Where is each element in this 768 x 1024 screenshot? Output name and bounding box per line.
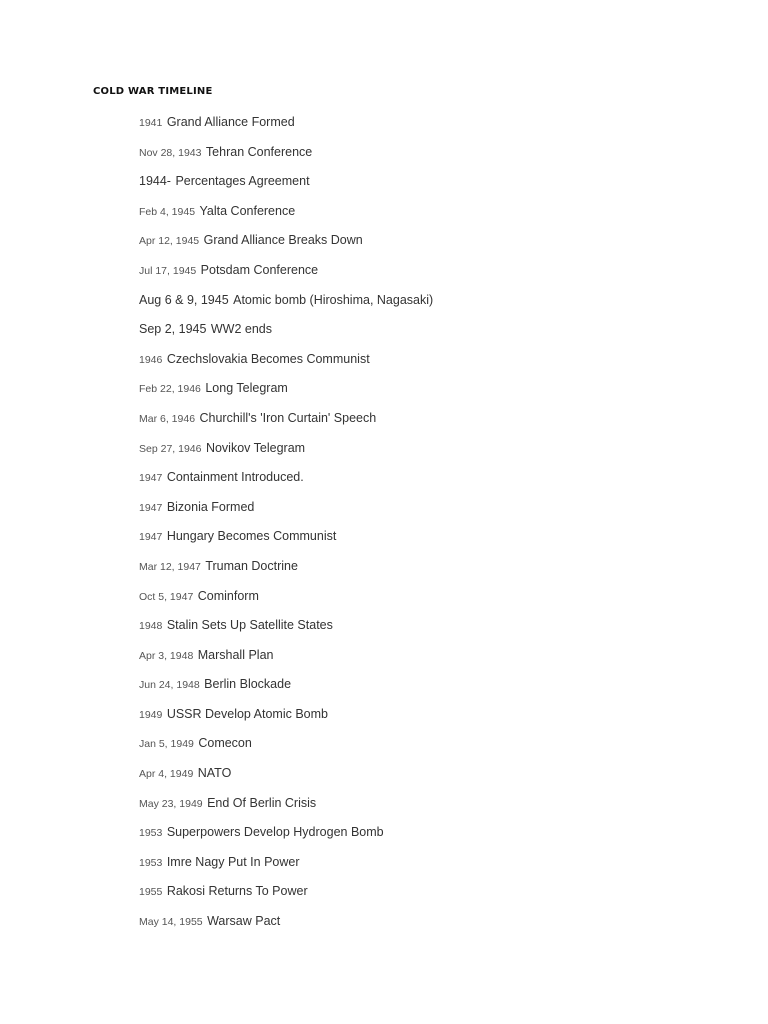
entry-event: Tehran Conference	[205, 144, 313, 159]
timeline-entry	[139, 203, 433, 233]
entry-event: Imre Nagy Put In Power	[166, 854, 300, 869]
timeline-entry	[139, 262, 433, 292]
entry-event: Hungary Becomes Communist	[166, 529, 337, 544]
entry-event: Atomic bomb (Hiroshima, Nagasaki)	[233, 292, 434, 307]
timeline-entry	[139, 824, 433, 854]
timeline-entry	[139, 735, 433, 765]
entry-date: Mar 6, 1946	[139, 412, 196, 425]
entry-date: 1947	[139, 501, 163, 514]
entry-date: Feb 4, 1945	[139, 205, 196, 218]
timeline-entry	[139, 528, 433, 558]
timeline-entry	[139, 469, 433, 499]
timeline-entry	[139, 499, 433, 529]
timeline-entry	[139, 765, 433, 795]
timeline-entry	[139, 380, 433, 410]
entry-event: NATO	[197, 766, 232, 781]
entry-event: Percentages Agreement	[175, 174, 310, 189]
entry-event: Bizonia Formed	[166, 499, 255, 514]
entry-date: Sep 27, 1946	[139, 442, 202, 455]
entry-date: 1946	[139, 353, 163, 366]
entry-date: 1948	[139, 620, 163, 633]
timeline-entry	[139, 440, 433, 470]
timeline-entry	[139, 676, 433, 706]
timeline-entry	[139, 173, 433, 203]
entry-date: Jan 5, 1949	[139, 738, 194, 751]
entry-date: Jul 17, 1945	[139, 264, 197, 277]
timeline-entry	[139, 883, 433, 913]
entry-event: Yalta Conference	[199, 203, 296, 218]
entry-date: May 14, 1955	[139, 916, 203, 929]
entry-event: Churchill's 'Iron Curtain' Speech	[199, 410, 377, 425]
entry-event: Potsdam Conference	[200, 262, 319, 277]
entry-event: WW2 ends	[210, 322, 273, 337]
entry-event: Grand Alliance Formed	[166, 115, 295, 129]
entry-date: 1944-	[139, 174, 171, 189]
timeline-entry	[139, 617, 433, 647]
entry-date: Jun 24, 1948	[139, 679, 200, 692]
timeline-entry	[139, 351, 433, 381]
timeline-entry	[139, 232, 433, 262]
entry-event: Berlin Blockade	[204, 677, 292, 692]
entry-event: USSR Develop Atomic Bomb	[166, 706, 328, 721]
entry-date: 1947	[139, 531, 163, 544]
entry-event: Warsaw Pact	[207, 914, 281, 929]
entry-date: 1947	[139, 472, 163, 485]
entry-date: 1955	[139, 886, 163, 899]
entry-event: Novikov Telegram	[205, 440, 306, 455]
entry-date: 1953	[139, 856, 163, 869]
page-title: COLD WAR TIMELINE	[93, 86, 213, 97]
timeline-entry	[139, 913, 433, 943]
entry-event: Containment Introduced.	[166, 470, 304, 485]
entry-event: Long Telegram	[205, 381, 288, 396]
timeline-entry	[139, 795, 433, 825]
entry-event: Superpowers Develop Hydrogen Bomb	[166, 825, 384, 840]
entry-date: Nov 28, 1943	[139, 146, 202, 159]
entry-date: Apr 12, 1945	[139, 235, 200, 248]
entry-event: Czechslovakia Becomes Communist	[166, 351, 370, 366]
timeline-list	[139, 114, 433, 943]
entry-date: May 23, 1949	[139, 797, 203, 810]
entry-date: 1941	[139, 117, 163, 129]
entry-date: Oct 5, 1947	[139, 590, 194, 603]
entry-date: Apr 3, 1948	[139, 649, 194, 662]
timeline-entry	[139, 144, 433, 174]
entry-date: Apr 4, 1949	[139, 768, 194, 781]
entry-event: Cominform	[197, 588, 259, 603]
entry-date: Aug 6 & 9, 1945	[139, 292, 229, 307]
entry-event: Stalin Sets Up Satellite States	[166, 618, 333, 633]
entry-date: 1953	[139, 827, 163, 840]
entry-event: Comecon	[198, 736, 252, 751]
entry-event: Grand Alliance Breaks Down	[203, 233, 363, 248]
timeline-entry	[139, 410, 433, 440]
entry-event: Marshall Plan	[197, 647, 274, 662]
entry-date: 1949	[139, 708, 163, 721]
entry-event: Rakosi Returns To Power	[166, 884, 308, 899]
entry-date: Sep 2, 1945	[139, 322, 207, 337]
entry-date: Mar 12, 1947	[139, 560, 201, 573]
timeline-entry	[139, 854, 433, 884]
timeline-entry	[139, 558, 433, 588]
entry-date: Feb 22, 1946	[139, 383, 201, 396]
timeline-entry	[139, 706, 433, 736]
timeline-entry	[139, 114, 433, 144]
entry-event: Truman Doctrine	[205, 558, 298, 573]
timeline-entry	[139, 292, 433, 322]
timeline-entry	[139, 647, 433, 677]
timeline-entry	[139, 321, 433, 351]
entry-event: End Of Berlin Crisis	[207, 795, 317, 810]
timeline-entry	[139, 588, 433, 618]
